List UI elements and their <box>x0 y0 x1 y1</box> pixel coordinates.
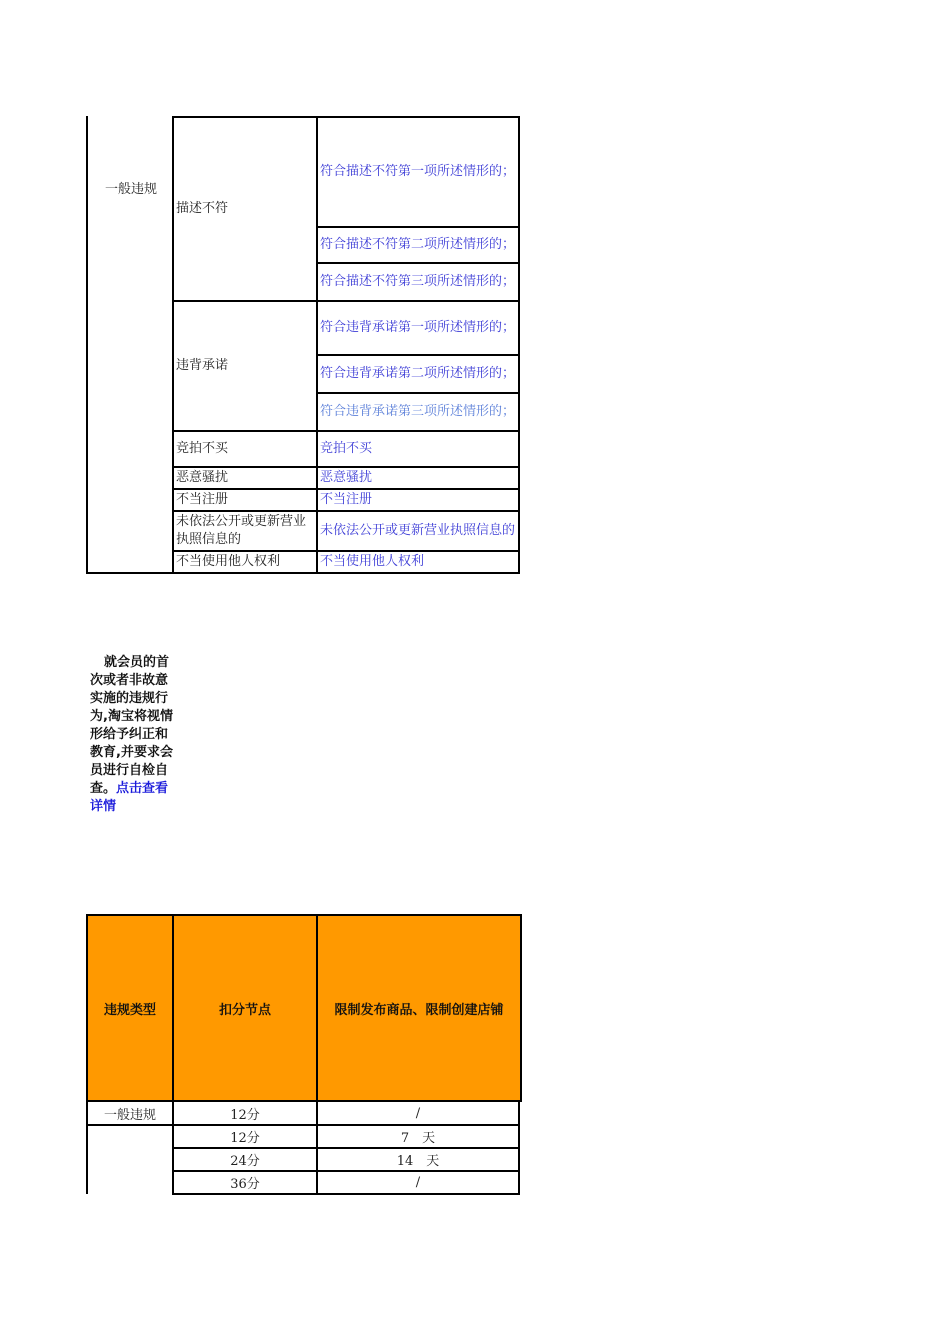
points-value: 12分 <box>230 1131 260 1146</box>
row-name: 竞拍不买 <box>176 441 229 456</box>
note-text: 就会员的首次或者非故意实施的违规行为,淘宝将视情形给予纠正和教育,并要求会员进行自检自查。 <box>90 655 173 796</box>
row-item-link[interactable]: 竞拍不买 <box>320 441 373 456</box>
note-paragraph <box>90 654 174 816</box>
row-name: 不当使用他人权利 <box>176 554 281 569</box>
rule-item-link[interactable]: 符合违背承诺第二项所述情形的； <box>320 366 516 381</box>
table-row-points <box>172 1147 318 1172</box>
table1-left-border <box>86 116 88 574</box>
rule-item-cell[interactable] <box>316 300 520 356</box>
header-label: 违规类型 <box>103 1002 156 1018</box>
row-name-cell <box>172 550 318 574</box>
table-row-limit <box>316 1147 520 1172</box>
table2-left-border <box>86 1124 88 1194</box>
row-item-cell[interactable] <box>316 550 520 574</box>
points-value: 12分 <box>230 1107 260 1123</box>
row-item-cell[interactable] <box>316 510 520 552</box>
row-item-cell[interactable] <box>316 466 520 490</box>
limit-value: 7 天 <box>400 1131 436 1146</box>
rule-item-cell[interactable] <box>316 392 520 432</box>
group-name-cell <box>172 300 318 432</box>
limit-value: / <box>415 1105 421 1121</box>
points-value: 36分 <box>230 1177 260 1192</box>
row-item-link[interactable]: 恶意骚扰 <box>320 470 373 485</box>
limit-value: / <box>415 1175 421 1190</box>
rule-item-cell[interactable] <box>316 226 520 264</box>
rule-item-link[interactable]: 符合描述不符第一项所述情形的； <box>320 164 516 179</box>
rule-item-link[interactable]: 符合描述不符第二项所述情形的； <box>320 237 516 252</box>
rule-item-link[interactable]: 符合描述不符第三项所述情形的； <box>320 274 516 289</box>
row-name: 恶意骚扰 <box>176 470 229 485</box>
table-row-points <box>172 1124 318 1149</box>
header-violation-type <box>86 914 174 1102</box>
row-name-cell <box>172 488 318 512</box>
table-row-type <box>86 1100 174 1126</box>
row-item-cell[interactable] <box>316 430 520 468</box>
rule-item-cell[interactable] <box>316 262 520 302</box>
table-row-limit <box>316 1100 520 1126</box>
table1-bottom-border <box>86 572 174 574</box>
row-item-link[interactable]: 不当使用他人权利 <box>320 554 425 569</box>
group-name-cell <box>172 116 318 302</box>
details-link[interactable]: 点击查看详情 <box>90 781 169 814</box>
row-name-cell <box>172 466 318 490</box>
group-name: 违背承诺 <box>176 358 229 373</box>
limit-value: 14 天 <box>396 1154 440 1169</box>
rule-item-link[interactable]: 符合违背承诺第一项所述情形的； <box>320 320 516 335</box>
row-name: 未依法公开或更新营业执照信息的 <box>176 514 307 547</box>
table-row-points <box>172 1100 318 1126</box>
row-item-cell[interactable] <box>316 488 520 512</box>
row-name-cell <box>172 510 318 552</box>
rule-item-cell[interactable] <box>316 354 520 394</box>
row-item-link[interactable]: 不当注册 <box>320 492 373 507</box>
violation-type: 一般违规 <box>103 1107 156 1123</box>
points-value: 24分 <box>230 1154 260 1169</box>
header-restriction <box>316 914 522 1102</box>
header-label: 限制发布商品、限制创建店铺 <box>334 1002 504 1018</box>
header-points-node <box>172 914 318 1102</box>
header-label: 扣分节点 <box>218 1002 271 1018</box>
row-name-cell <box>172 430 318 468</box>
rule-item-cell[interactable] <box>316 116 520 228</box>
row-name: 不当注册 <box>176 492 229 507</box>
table1-category: 一般违规 <box>104 182 157 197</box>
row-item-link[interactable]: 未依法公开或更新营业执照信息的 <box>320 523 516 538</box>
table-row-limit <box>316 1170 520 1195</box>
table-row-limit <box>316 1124 520 1149</box>
group-name: 描述不符 <box>176 201 229 216</box>
rule-item-link[interactable]: 符合违背承诺第三项所述情形的； <box>320 404 516 419</box>
table-row-points <box>172 1170 318 1195</box>
